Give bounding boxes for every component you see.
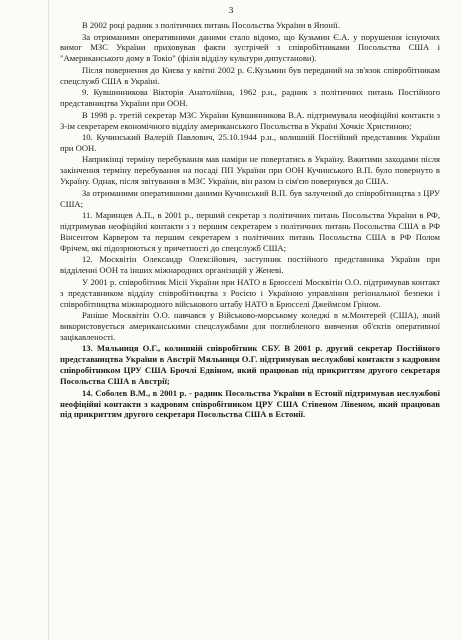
paragraph-14: 14. Соболєв В.М., в 2001 р. - радник Посольства України в Естонії підтримував неслужбові неофіційні контакти з кадровим співробітником ЦРУ США Стівеном Лівеном, який працював під прикриттям другого секретаря Посольства США в Естонії. [60, 387, 440, 420]
paragraph-7: Наприкінці терміну перебування мав наміри не повертатись в Україну. Вжитими заходами після закінчення терміну перебування на посаді ПП України при ООН Кучинського В.П. було повернуто в Україну. Однак, після звітування в МЗС України, він разом із сім'єю повернувся до США. [60, 154, 440, 187]
paragraph-2: За отриманими оперативними даними стало відомо, що Кузьмин Є.А. у порушення існуючих вимог МЗС України приховував факти зустрічей з співробітниками Посольства США і "Американського дому в Токіо" (філія відділу культури дипустанови). [60, 31, 440, 64]
paragraph-10: 12. Москвітін Олександр Олексійович, заступник постійного представника України при відділенні ООН та інших міжнародних організацій у Женеві. [60, 254, 440, 276]
paragraph-5: В 1998 р. третій секретар МЗС України Кувшинникова В.А. підтримувала неофіційні контакти з 3-ім секретарем економічного відділу американського Посольства в Україні Хочкіс Христиною; [60, 109, 440, 131]
paragraph-8: За отриманими оперативними даними Кучинський В.П. був залучений до співробітництва з ЦРУ США; [60, 187, 440, 209]
paragraph-6: 10. Кучинський Валерій Павлович, 25.10.1944 р.н., колишній Постійний представник України при ООН. [60, 132, 440, 153]
page-margin-line [48, 0, 49, 640]
paragraph-1: В 2002 році радник з політичних питань Посольства України в Японії. [82, 20, 340, 30]
paragraph-13: 13. Мяльниця О.Г., колишній співробітник СБУ. В 2001 р. другий секретар Постійного представництва України в Австрії Мяльниця О.Г. підтримував неслужбові контакти з кадровим співробітником ЦРУ США Брочлі Едвіном, який працював під прикриттям другого секретаря Посольства США в Австрії; [60, 343, 440, 387]
paragraph-3: Після повернення до Києва у квітні 2002 р. Є.Кузьмин був переданий на зв'язок співробітникам спецслужб США в Україні. [60, 64, 440, 86]
paragraph-4: 9. Кувшинникова Вікторія Анатоліївна, 1962 р.н., радник з політичних питань Постійного представництва України при ООН. [60, 87, 440, 109]
paragraph-9: 11. Маринцев А.П., в 2001 р., перший секретар з політичних питань Посольства України в РФ, підтримував неофіційні контакти з з першим секретарем з політичних питань Посольства США в РФ Вінсентом Карвером та першим секретарем з політичних питань Посольства США в РФ Полом Фрічем, які підозрюються у причетності до спецслужб США; [60, 210, 440, 253]
paragraph-12: Раніше Москвітін О.О. навчався у Військово-морському коледжі в м.Монтерей (США), який використовується американськими спецслужбами для поглибленого вивчення об'єктів оперативної зацікавленості. [60, 310, 440, 342]
page-number: 3 [228, 6, 234, 15]
paragraph-11: У 2001 р. співробітник Місії України при НАТО в Брюсселі Москвітін О.О. підтримував контакт з представником відділу співробітництва з Росією і Україною управління регіональної безпеки і співробітництва міжнародного військового штабу НАТО в Брюсселі Джеймсом Гріном. [60, 276, 440, 309]
document-body [60, 20, 440, 421]
